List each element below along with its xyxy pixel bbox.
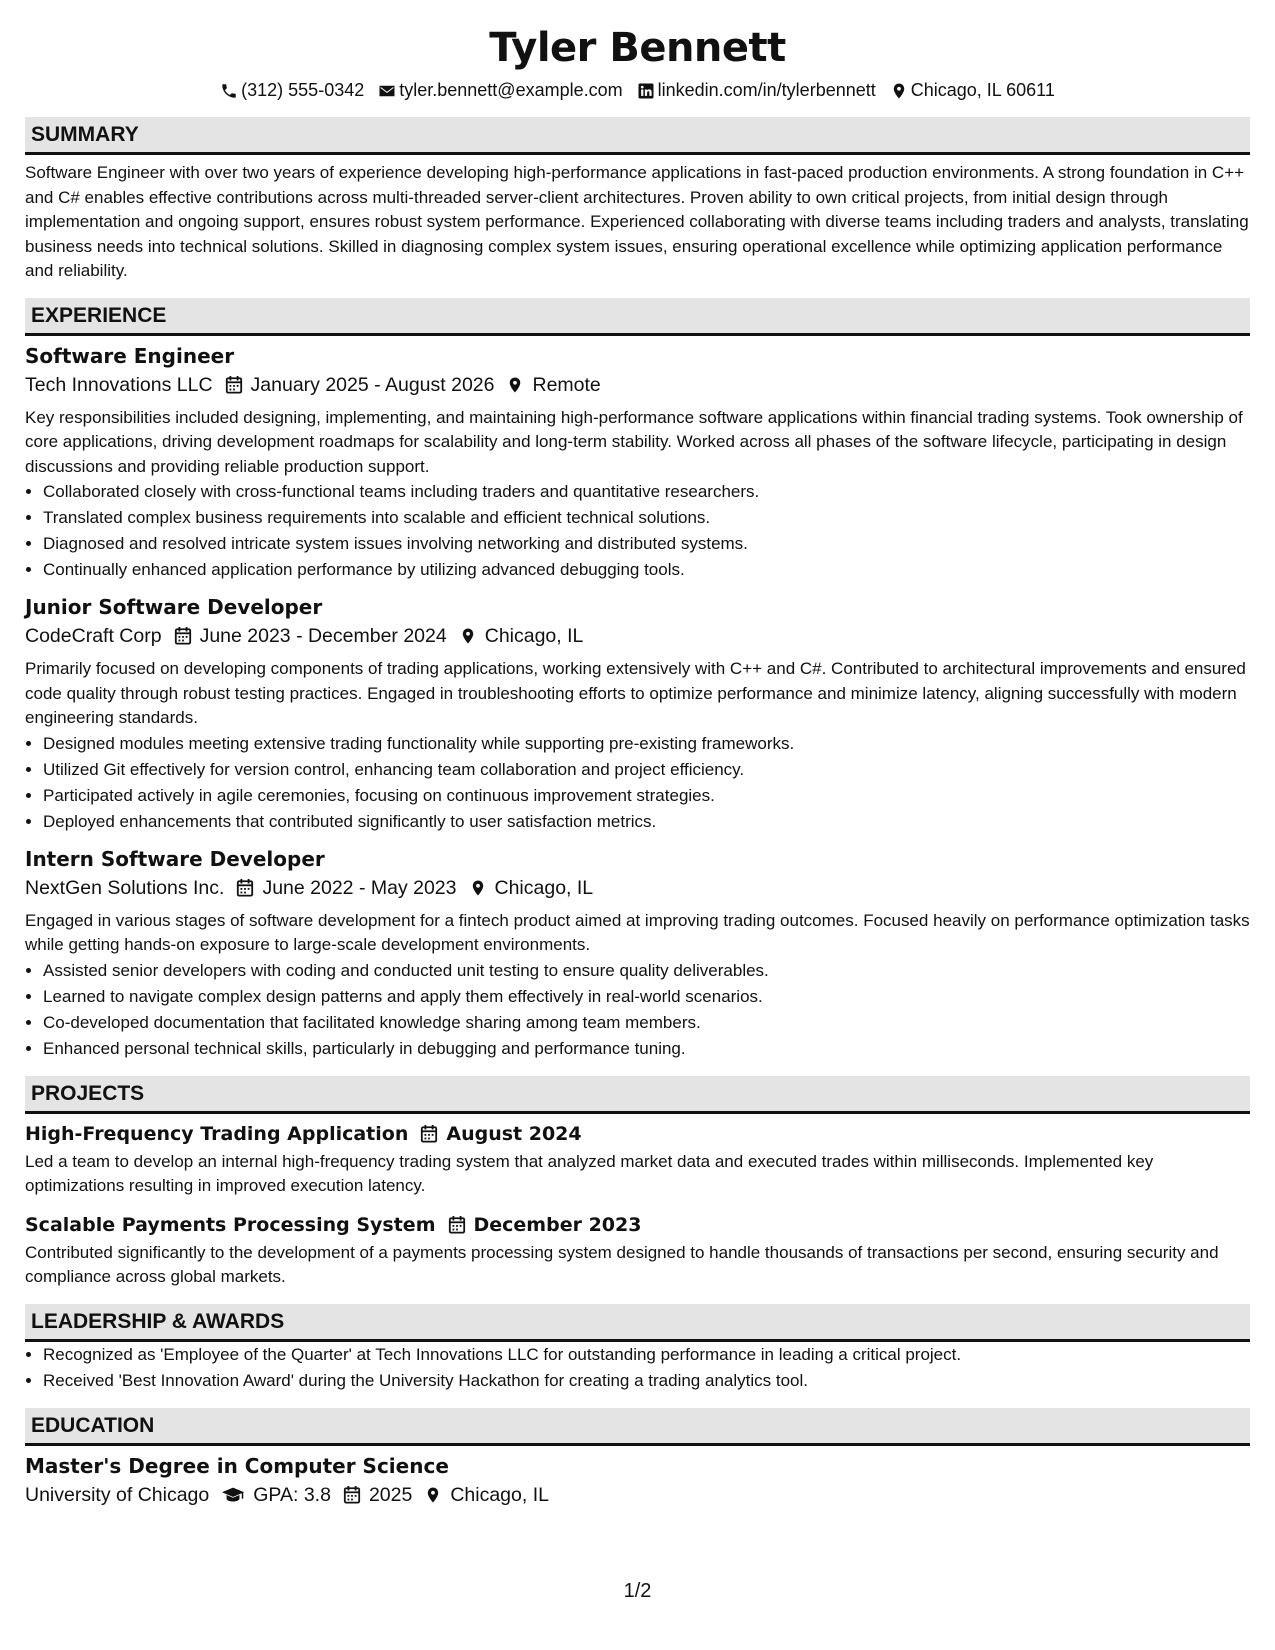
contact-bar (25, 80, 1250, 101)
leadership-section (25, 1304, 1250, 1394)
project-date: December 2023 (473, 1213, 642, 1236)
list-item: • Designed modules meeting extensive trading functionality while supporting pre-existing frameworks. (43, 731, 1250, 757)
job-meta (25, 370, 1250, 400)
linkedin-text[interactable]: linkedin.com/in/tylerbennett (657, 80, 876, 100)
job-bullets (25, 479, 1250, 583)
list-item: • Enhanced personal technical skills, particularly in debugging and performance tuning. (43, 1036, 1250, 1062)
job-meta (25, 621, 1250, 651)
section-heading: SUMMARY (25, 117, 1250, 155)
job-meta (25, 873, 1250, 903)
section-heading: LEADERSHIP & AWARDS (25, 1304, 1250, 1342)
phone-text: (312) 555-0342 (241, 80, 365, 100)
job-company: Tech Innovations LLC (25, 373, 213, 396)
list-item: • Assisted senior developers with coding and conducted unit testing to ensure quality deliverables. (43, 958, 1250, 984)
school-name: University of Chicago (25, 1483, 210, 1506)
job-company: NextGen Solutions Inc. (25, 876, 225, 899)
list-item: • Deployed enhancements that contributed significantly to user satisfaction metrics. (43, 809, 1250, 835)
job-dates: June 2022 - May 2023 (262, 876, 457, 899)
list-item: • Received 'Best Innovation Award' during the University Hackathon for creating a trading analytics tool. (43, 1368, 1250, 1394)
map-pin-icon (890, 82, 908, 100)
experience-section (25, 298, 1250, 1062)
project-header (25, 1211, 1250, 1239)
project-description: Led a team to develop an internal high-frequency trading system that analyzed market data and executed trades within milliseconds. Implemented key optimizations resulting in improved execution latency. (25, 1151, 1154, 1195)
job-dates: June 2023 - December 2024 (199, 625, 447, 647)
page-number: 1/2 (623, 1580, 652, 1602)
summary-section (25, 117, 1250, 284)
list-item: • Collaborated closely with cross-functional teams including traders and quantitative researchers. (43, 479, 1250, 505)
job-bullets (25, 958, 1250, 1062)
linkedin-icon (637, 82, 655, 100)
summary-text: Software Engineer with over two years of experience developing high-performance applications in fast-paced production environments. A strong foundation in C++ and C# enables effective contributions across multi-threaded server-client architectures. Proven ability to own critical projects, from initial design through implementation and ongoing support, ensures robust system performance. Experienced collaborating with diverse teams including traders and analysts, translating business needs into technical solutions. Skilled in diagnosing complex system issues, ensuring operational excellence while optimizing application performance and reliability. (25, 163, 1249, 280)
project-entry (25, 1211, 1250, 1290)
resume-page (25, 20, 1250, 1510)
section-heading: PROJECTS (25, 1076, 1250, 1114)
job-title: Software Engineer (25, 343, 235, 368)
map-pin-icon (506, 375, 524, 395)
contact-email[interactable] (378, 80, 622, 101)
location-text: Chicago, IL 60611 (910, 80, 1055, 100)
job-description: Primarily focused on developing components of trading applications, working extensively with C++ and C#. Contributed to architectural improvements and ensured code quality through robust testing practices. Engaged in troubleshooting efforts to optimize performance and minimize latency, aligning successfully with modern engineering standards. (25, 659, 1246, 727)
degree-title: Master's Degree in Computer Science (25, 1453, 449, 1478)
list-item: • Recognized as 'Employee of the Quarter' at Tech Innovations LLC for outstanding performance in leading a critical project. (43, 1342, 1250, 1368)
job-dates: January 2025 - August 2026 (250, 373, 495, 396)
project-header (25, 1120, 1250, 1148)
section-heading: EXPERIENCE (25, 298, 1250, 336)
job-location: Chicago, IL (494, 876, 594, 899)
list-item: • Continually enhanced application performance by utilizing advanced debugging tools. (43, 557, 1250, 583)
projects-section (25, 1076, 1250, 1290)
calendar-icon (343, 1485, 361, 1505)
list-item: • Co-developed documentation that facilitated knowledge sharing among team members. (43, 1010, 1250, 1036)
calendar-icon (420, 1124, 438, 1144)
education-meta (25, 1480, 1250, 1510)
candidate-name: Tyler Bennett (489, 25, 786, 71)
project-title: High-Frequency Trading Application (25, 1122, 409, 1145)
list-item: • Diagnosed and resolved intricate system issues involving networking and distributed systems. (43, 531, 1250, 557)
awards-list (25, 1342, 1250, 1394)
map-pin-icon (469, 878, 487, 898)
contact-linkedin[interactable] (637, 80, 876, 101)
graduation-year: 2025 (368, 1483, 413, 1506)
calendar-icon (174, 626, 192, 646)
job-title: Intern Software Developer (25, 846, 325, 871)
calendar-icon (448, 1215, 466, 1235)
job-company: CodeCraft Corp (25, 625, 162, 647)
calendar-icon (236, 878, 254, 898)
project-title: Scalable Payments Processing System (25, 1213, 436, 1236)
contact-location (890, 80, 1055, 101)
map-pin-icon (424, 1485, 442, 1505)
job-bullets (25, 731, 1250, 835)
calendar-icon (225, 375, 243, 395)
phone-icon (220, 82, 238, 100)
envelope-icon (378, 82, 396, 100)
job-location: Chicago, IL (484, 625, 584, 647)
contact-phone (220, 80, 364, 101)
job-location: Remote (532, 373, 601, 396)
list-item: • Translated complex business requirements into scalable and efficient technical solutions. (43, 505, 1250, 531)
job-entry (25, 593, 1250, 835)
education-section (25, 1408, 1250, 1510)
list-item: • Learned to navigate complex design patterns and apply them effectively in real-world scenarios. (43, 984, 1250, 1010)
job-description: Key responsibilities included designing, implementing, and maintaining high-performance software applications within financial trading systems. Took ownership of core applications, driving development roadmaps for scalability and long-term stability. Worked across all phases of the software lifecycle, participating in design discussions and providing reliable production support. (25, 407, 1243, 476)
job-title: Junior Software Developer (25, 595, 323, 619)
job-entry (25, 342, 1250, 584)
school-location: Chicago, IL (450, 1483, 549, 1506)
list-item: • Participated actively in agile ceremonies, focusing on continuous improvement strategies. (43, 783, 1250, 809)
map-pin-icon (459, 626, 477, 646)
job-entry (25, 845, 1250, 1062)
section-heading: EDUCATION (25, 1408, 1250, 1446)
list-item: • Utilized Git effectively for version control, enhancing team collaboration and project efficiency. (43, 757, 1250, 783)
project-description: Contributed significantly to the development of a payments processing system designed to handle thousands of transactions per second, ensuring security and compliance across global markets. (25, 1242, 1219, 1286)
job-description: Engaged in various stages of software development for a fintech product aimed at improving trading outcomes. Focused heavily on performance optimization tasks while getting hands-on exposure to large-scale development environments. (25, 910, 1250, 954)
gpa-text: GPA: 3.8 (253, 1483, 331, 1506)
email-text[interactable]: tyler.bennett@example.com (399, 80, 623, 100)
graduation-cap-icon (221, 1485, 245, 1505)
project-date: August 2024 (446, 1122, 582, 1145)
project-entry (25, 1120, 1250, 1199)
